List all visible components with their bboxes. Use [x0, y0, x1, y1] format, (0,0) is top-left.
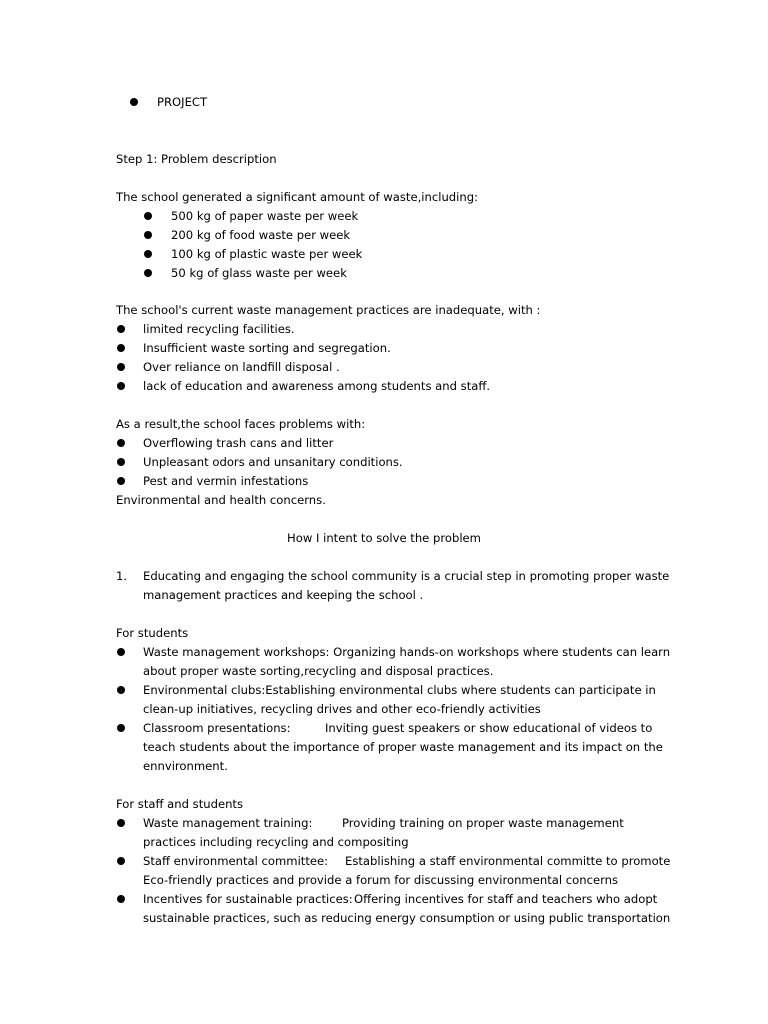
- staff-item-line2: Eco-friendly practices and provide a forum for discussing environmental concerns: [143, 873, 619, 887]
- problem-item: Unpleasant odors and unsanitary conditions.: [143, 455, 403, 469]
- problems-intro: As a result,the school faces problems with:: [116, 417, 366, 431]
- staff-item-label: Staff environmental committee:: [143, 854, 329, 868]
- solution-heading: How I intent to solve the problem: [287, 531, 481, 545]
- student-item-line2: teach students about the importance of proper waste management and its impact on the: [143, 740, 663, 754]
- problem-item: Pest and vermin infestations: [143, 474, 309, 488]
- staff-item-text: Offering incentives for staff and teachers who adopt: [354, 892, 658, 906]
- staff-item-label: Incentives for sustainable practices:: [143, 892, 353, 906]
- project-label: PROJECT: [157, 95, 208, 109]
- waste-item: 500 kg of paper waste per week: [171, 209, 359, 223]
- bullet-icon: [144, 231, 152, 239]
- bullet-icon: [117, 363, 125, 371]
- step1-title: Step 1: Problem description: [116, 152, 277, 166]
- bullet-icon: [130, 98, 138, 106]
- bullet-icon: [117, 648, 125, 656]
- waste-item: 100 kg of plastic waste per week: [171, 247, 363, 261]
- bullet-icon: [117, 439, 125, 447]
- student-item-line1: Environmental clubs:Establishing environmental clubs where students can participate in: [143, 683, 656, 697]
- bullet-icon: [117, 325, 125, 333]
- step-text-line1: Educating and engaging the school community is a crucial step in promoting proper waste: [143, 569, 670, 583]
- waste-intro: The school generated a significant amount of waste,including:: [116, 190, 478, 204]
- bullet-icon: [144, 250, 152, 258]
- bullet-icon: [117, 344, 125, 352]
- problem-item: Overflowing trash cans and litter: [143, 436, 334, 450]
- step-number: 1.: [116, 569, 128, 583]
- practice-item: Insufficient waste sorting and segregation.: [143, 341, 391, 355]
- bullet-icon: [144, 212, 152, 220]
- bullet-icon: [117, 458, 125, 466]
- waste-item: 200 kg of food waste per week: [171, 228, 351, 242]
- staff-item-text: Establishing a staff environmental committe to promote: [345, 854, 671, 868]
- student-item-line2: clean-up initiatives, recycling drives and other eco-friendly activities: [143, 702, 541, 716]
- students-heading: For students: [116, 626, 189, 640]
- student-item-line3: ennvironment.: [143, 759, 228, 773]
- bullet-icon: [117, 819, 125, 827]
- bullet-icon: [144, 269, 152, 277]
- student-item-line1: Waste management workshops: Organizing hands-on workshops where students can learn: [143, 645, 671, 659]
- staff-item-line2: sustainable practices, such as reducing energy consumption or using public transportation: [143, 911, 671, 925]
- staff-item-line2: practices including recycling and compositing: [143, 835, 409, 849]
- bullet-icon: [117, 382, 125, 390]
- student-item-label: Classroom presentations:: [143, 721, 291, 735]
- problems-tail: Environmental and health concerns.: [116, 493, 326, 507]
- bullet-icon: [117, 477, 125, 485]
- practice-item: limited recycling facilities.: [143, 322, 295, 336]
- student-item-line2: about proper waste sorting,recycling and disposal practices.: [143, 664, 494, 678]
- practice-item: lack of education and awareness among students and staff.: [143, 379, 491, 393]
- staff-heading: For staff and students: [116, 797, 244, 811]
- staff-item-text: Providing training on proper waste management: [342, 816, 624, 830]
- staff-item-label: Waste management training:: [143, 816, 313, 830]
- waste-item: 50 kg of glass waste per week: [171, 266, 347, 280]
- student-item-text: Inviting guest speakers or show educational of videos to: [325, 721, 653, 735]
- bullet-icon: [117, 895, 125, 903]
- practices-intro: The school's current waste management practices are inadequate, with :: [116, 303, 541, 317]
- bullet-icon: [117, 857, 125, 865]
- bullet-icon: [117, 686, 125, 694]
- practice-item: Over reliance on landfill disposal .: [143, 360, 340, 374]
- bullet-icon: [117, 724, 125, 732]
- step-text-line2: management practices and keeping the school .: [143, 588, 424, 602]
